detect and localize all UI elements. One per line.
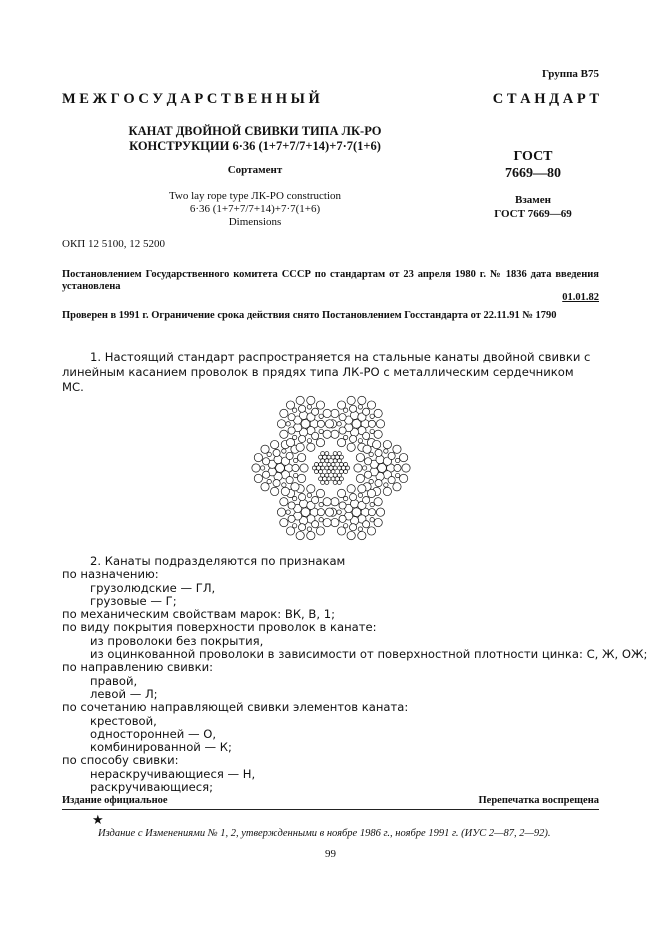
wire-circle	[347, 443, 355, 451]
wire-circle	[358, 527, 362, 531]
classification-list	[62, 555, 647, 794]
wire-circle	[339, 427, 346, 434]
wire-circle	[286, 510, 290, 514]
wire-circle	[316, 527, 324, 535]
wire-circle	[307, 493, 311, 497]
wire-circle	[288, 414, 295, 421]
wire-circle	[368, 509, 375, 516]
wire-circle	[339, 515, 346, 522]
banner-word-standard: С Т А Н Д А Р Т	[492, 91, 599, 107]
wire-circle	[260, 466, 264, 470]
wire-circle	[370, 414, 374, 418]
list-item: правой,	[90, 673, 138, 688]
page-number: 99	[325, 848, 336, 860]
wire-circle	[339, 414, 346, 421]
wire-circle	[307, 443, 315, 451]
wire-circle	[292, 464, 299, 471]
wire-circle	[277, 508, 285, 516]
title-line-2: КОНСТРУКЦИИ 6·36 (1+7+7/7+14)+7·7(1+6)	[129, 139, 381, 153]
changes-note: Издание с Изменениями № 1, 2, утвержденными в ноябре 1986 г., ноябре 1991 г. (ИУС 2—87, 2—92).	[98, 828, 551, 839]
wire-circle	[323, 498, 331, 506]
wire-circle	[399, 453, 407, 461]
wire-circle	[307, 396, 315, 404]
wire-circle	[321, 452, 325, 456]
wire-circle	[374, 430, 382, 438]
list-item: комбинированной — К;	[90, 740, 232, 755]
english-line-2: 6·36 (1+7+7/7+14)+7·7(1+6)	[189, 203, 321, 215]
reprint-prohibited-label: Перепечатка воспрещена	[478, 795, 599, 806]
wire-circle	[331, 518, 339, 526]
wire-circle	[363, 408, 370, 415]
title-line-1: КАНАТ ДВОЙНОЙ СВИВКИ ТИПА ЛК-РО	[128, 124, 382, 138]
wire-circle	[277, 420, 285, 428]
list-item: по направлению свивки:	[62, 660, 214, 675]
wire-circle	[384, 483, 388, 487]
wire-circle	[282, 449, 286, 453]
wire-circle	[286, 527, 294, 535]
wire-circle	[291, 483, 299, 491]
wire-circle	[358, 405, 362, 409]
wire-circle	[383, 487, 391, 495]
wire-circle	[375, 449, 382, 456]
wire-circle	[383, 440, 391, 448]
wire-circle	[337, 510, 341, 514]
wire-circle	[373, 440, 381, 448]
wire-circle	[323, 430, 331, 438]
wire-circle	[354, 464, 362, 472]
english-title	[110, 190, 400, 229]
wire-circle	[368, 420, 375, 427]
wire-circle	[347, 396, 355, 404]
wire-circle	[298, 494, 305, 501]
wire-circle	[286, 438, 294, 446]
wire-circle	[312, 521, 319, 528]
wire-circle	[350, 411, 358, 419]
sortament-label: Сортамент	[227, 164, 283, 176]
wire-circle	[261, 445, 269, 453]
wire-circle	[288, 515, 295, 522]
wire-circle	[358, 396, 366, 404]
list-item: из проволоки без покрытия,	[90, 633, 264, 648]
list-item: раскручивающиеся;	[90, 780, 213, 795]
wire-circle	[349, 405, 356, 412]
wire-circle	[376, 455, 384, 463]
wire-circle	[273, 449, 280, 456]
wire-circle	[388, 452, 395, 459]
wire-circle	[286, 401, 294, 409]
wire-circle	[288, 427, 295, 434]
wire-circle	[347, 485, 355, 493]
wire-circle	[358, 531, 366, 539]
wire-circle	[298, 524, 305, 531]
wire-circle	[299, 500, 307, 508]
wire-circle	[393, 483, 401, 491]
wire-circle	[358, 485, 366, 493]
wire-circle	[349, 524, 356, 531]
wire-circle	[319, 470, 323, 474]
wire-circle	[316, 489, 324, 497]
wire-circle	[319, 502, 323, 506]
wire-circle	[367, 401, 375, 409]
wire-circle	[271, 440, 279, 448]
group-label: Группа В75	[541, 68, 599, 80]
wire-circle	[337, 438, 345, 446]
wire-circle	[363, 496, 370, 503]
wire-circle	[376, 420, 384, 428]
star-icon: ★	[92, 812, 104, 827]
wire-circle	[262, 458, 269, 465]
wire-circle	[331, 430, 339, 438]
wire-circle	[280, 498, 288, 506]
wire-circle	[312, 496, 319, 503]
list-item: по виду покрытия поверхности проволок в канате:	[62, 620, 377, 635]
wire-circle	[319, 414, 323, 418]
rope-cross-section-figure	[246, 388, 416, 553]
wire-circle	[325, 459, 329, 463]
wire-circle	[337, 422, 341, 426]
wire-circle	[254, 453, 262, 461]
wire-circle	[325, 508, 333, 516]
wire-circle	[350, 500, 358, 508]
english-line-1: Two lay rope type ЛК-РО construction	[168, 190, 342, 202]
wire-circle	[271, 487, 279, 495]
wire-circle	[337, 489, 345, 497]
wire-circle	[384, 449, 388, 453]
wire-circle	[374, 518, 382, 526]
wire-circle	[254, 474, 262, 482]
wire-circle	[367, 527, 375, 535]
wire-circle	[323, 409, 331, 417]
introduction-date: 01.01.82	[562, 292, 599, 303]
wire-circle	[316, 438, 324, 446]
wire-circle	[333, 473, 337, 477]
wire-circle	[293, 473, 297, 477]
wire-circle	[297, 474, 305, 482]
wire-circle	[364, 458, 371, 465]
wire-circle	[393, 445, 401, 453]
wire-circle	[370, 429, 374, 433]
wire-circle	[314, 462, 318, 466]
wire-circle	[298, 405, 305, 412]
wire-circle	[399, 474, 407, 482]
wire-circle	[395, 458, 399, 462]
wire-circle	[331, 409, 339, 417]
banner-word-interstate: М Е Ж Г О С У Д А Р С Т В Е Н Н Ы Й	[62, 91, 320, 107]
wire-circle	[307, 531, 315, 539]
wire-circle	[356, 453, 364, 461]
wire-circle	[317, 420, 324, 427]
wire-circle	[394, 464, 401, 471]
wire-circle	[363, 521, 370, 528]
wire-circle	[312, 408, 319, 415]
list-item: нераскручивающиеся — Н,	[90, 766, 256, 781]
list-item: крестовой,	[90, 713, 157, 728]
wire-circle	[323, 518, 331, 526]
list-item: из оцинкованной проволоки в зависимости от поверхностной плотности цинка: С, Ж, ОЖ;	[90, 647, 648, 662]
wire-circle	[376, 508, 384, 516]
wire-circle	[363, 432, 370, 439]
wire-circle	[325, 480, 329, 484]
wire-circle	[337, 459, 341, 463]
wire-circle	[337, 401, 345, 409]
wire-circle	[325, 452, 329, 456]
wire-circle	[280, 409, 288, 417]
wire-circle	[375, 479, 382, 486]
wire-circle	[300, 464, 308, 472]
list-item: по назначению:	[62, 567, 159, 582]
wire-circle	[307, 439, 311, 443]
wire-circle	[395, 473, 399, 477]
wire-circle	[298, 435, 305, 442]
wire-circle	[273, 479, 280, 486]
wire-circle	[388, 476, 395, 483]
wire-circle	[337, 452, 341, 456]
wire-circle	[402, 464, 410, 472]
wire-circle	[281, 487, 289, 495]
wire-circle	[363, 445, 371, 453]
wire-circle	[297, 453, 305, 461]
wire-circle	[293, 458, 297, 462]
decree-text: Постановлением Государственного комитета СССР по стандартам от 23 апреля 1980 г. № 1836 дата введения установлена	[62, 269, 599, 292]
standard-banner	[62, 91, 599, 108]
paragraph-1-text: 1. Настоящий стандарт распространяется на стальные канаты двойной свивки с линейным касанием проволок в прядях типа ЛК-РО с металлическим сердечником МС.	[62, 350, 591, 394]
wire-circle	[316, 401, 324, 409]
wire-circle	[282, 483, 286, 487]
wire-circle	[319, 518, 323, 522]
wire-circle	[325, 420, 333, 428]
gost-number-block	[478, 148, 588, 182]
wire-circle	[262, 471, 269, 478]
replaces-block	[478, 193, 588, 221]
wire-circle	[325, 473, 329, 477]
wire-circle	[367, 489, 375, 497]
wire-circle	[344, 470, 348, 474]
wire-circle	[337, 473, 341, 477]
list-item: по способу свивки:	[62, 753, 179, 768]
wire-circle	[337, 480, 341, 484]
gost-label: ГОСТ	[513, 149, 553, 164]
wire-circle	[337, 527, 345, 535]
wire-circle	[286, 422, 290, 426]
replaces-label: Взамен	[515, 194, 551, 206]
wire-circle	[319, 429, 323, 433]
list-item: по сочетанию направляющей свивки элементов каната:	[62, 700, 409, 715]
wire-circle	[349, 435, 356, 442]
replaces-number: ГОСТ 7669—69	[494, 208, 572, 220]
wire-circle	[317, 509, 324, 516]
wire-circle	[280, 518, 288, 526]
wire-circle	[374, 409, 382, 417]
checked-note: Проверен в 1991 г. Ограничение срока действия снято Постановлением Госстандарта от 22.11.91 № 1790	[62, 310, 557, 321]
wire-circle	[358, 493, 362, 497]
list-item: левой — Л;	[90, 686, 158, 701]
wire-circle	[362, 466, 366, 470]
wire-circle	[288, 502, 295, 509]
wire-circle	[356, 474, 364, 482]
list-item: односторонней — О,	[90, 726, 217, 741]
document-title	[110, 124, 400, 154]
wire-circle	[312, 432, 319, 439]
wire-circle	[299, 411, 307, 419]
wire-circle	[286, 476, 293, 483]
rope-cross-section-svg	[246, 388, 416, 548]
wire-circle	[364, 471, 371, 478]
wire-circle	[261, 483, 269, 491]
footer-divider	[62, 809, 599, 810]
wire-circle	[331, 498, 339, 506]
wire-circle	[333, 452, 337, 456]
official-edition-label: Издание официальное	[62, 795, 168, 806]
list-item: грузолюдские — ГЛ,	[90, 580, 216, 595]
wire-circle	[286, 452, 293, 459]
wire-circle	[349, 494, 356, 501]
wire-circle	[358, 439, 362, 443]
wire-circle	[374, 498, 382, 506]
wire-circle	[280, 430, 288, 438]
wire-circle	[307, 527, 311, 531]
wire-circle	[296, 443, 304, 451]
wire-circle	[307, 485, 315, 493]
wire-circle	[344, 462, 348, 466]
okp-code: ОКП 12 5100, 12 5200	[62, 238, 165, 250]
wire-circle	[252, 464, 260, 472]
list-item: по механическим свойствам марок: ВК, В, 1;	[62, 607, 336, 622]
wire-circle	[339, 502, 346, 509]
gost-number: 7669—80	[505, 166, 561, 181]
list-item: 2. Канаты подразделяются по признакам	[90, 554, 346, 568]
wire-circle	[307, 405, 311, 409]
wire-circle	[347, 531, 355, 539]
wire-circle	[274, 455, 282, 463]
wire-circle	[370, 518, 374, 522]
wire-circle	[370, 502, 374, 506]
wire-circle	[296, 396, 304, 404]
wire-circle	[296, 531, 304, 539]
list-item: грузовые — Г;	[90, 593, 177, 608]
english-line-3: Dimensions	[228, 216, 282, 228]
